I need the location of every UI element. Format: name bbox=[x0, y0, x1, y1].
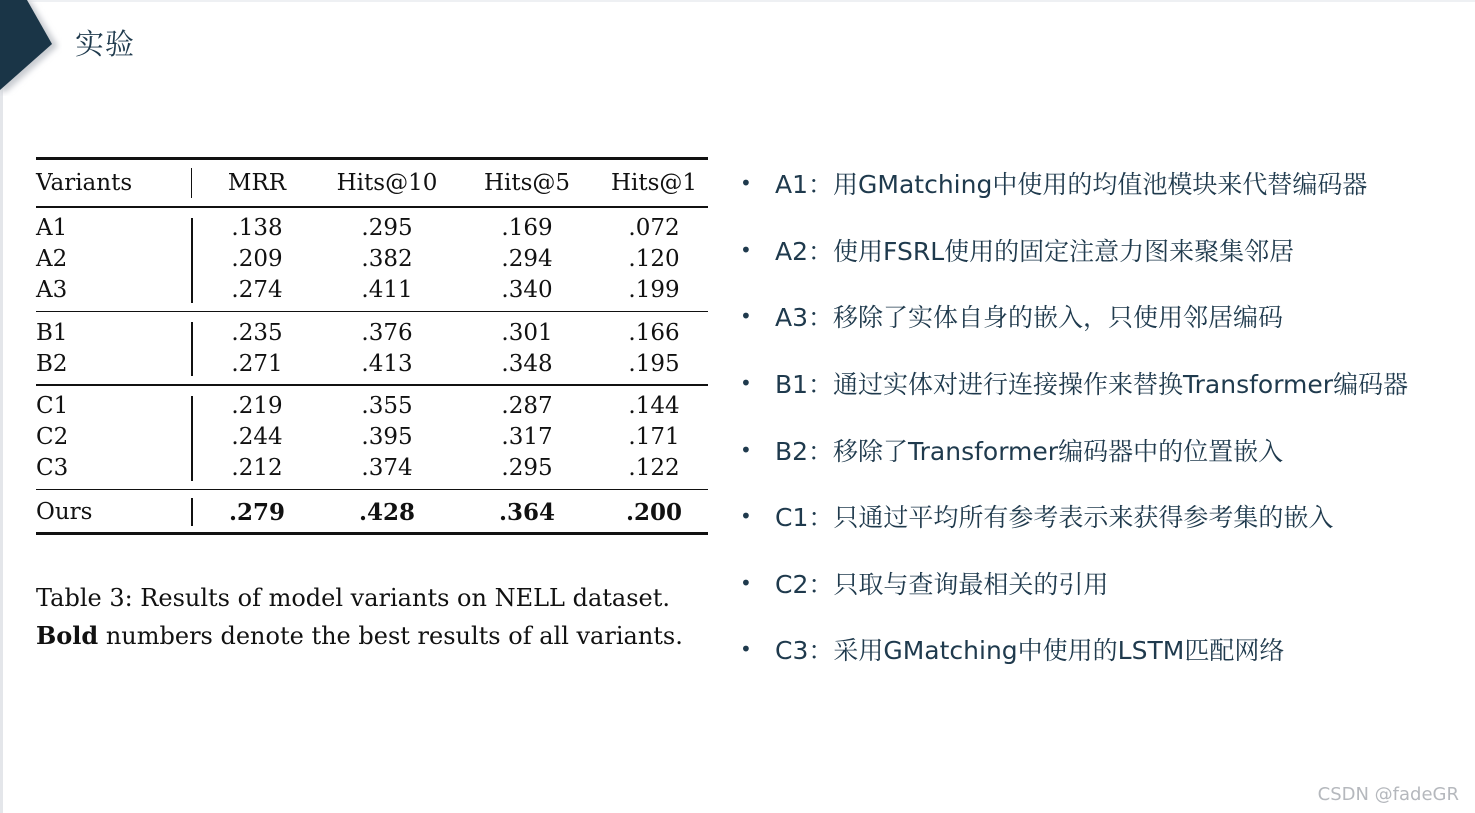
table-row bbox=[36, 317, 708, 348]
cell-hits1: .195 bbox=[628, 350, 680, 377]
cell-hits5: .340 bbox=[501, 277, 553, 303]
bullet-text: C3：采用GMatching中使用的LSTM匹配网络 bbox=[775, 636, 1285, 666]
table-group bbox=[36, 208, 708, 311]
bullet-dot-icon: • bbox=[740, 171, 752, 196]
bullet-item bbox=[740, 217, 1475, 284]
cell-mrr: .212 bbox=[231, 455, 283, 481]
caption-line-1: Table 3: Results of model variants on NELL dataset. bbox=[36, 584, 671, 612]
cell-hits5: .294 bbox=[501, 246, 553, 272]
caption-line-2 bbox=[36, 617, 716, 655]
cell-hits5: .317 bbox=[501, 424, 553, 450]
cell-mrr: .219 bbox=[231, 393, 283, 419]
cell-hits10: .382 bbox=[361, 246, 413, 272]
bullet-dot-icon: • bbox=[740, 570, 752, 595]
cell-variant: B2 bbox=[36, 350, 68, 377]
cell-mrr: .235 bbox=[231, 319, 283, 346]
cell-hits10: .413 bbox=[361, 350, 413, 377]
cell-hits10: .376 bbox=[361, 319, 413, 346]
table-row bbox=[36, 391, 708, 422]
cell-hits1: .144 bbox=[628, 393, 680, 419]
cell-variant: A3 bbox=[36, 277, 68, 303]
bullet-dot-icon: • bbox=[740, 237, 752, 262]
bullet-text: B1：通过实体对进行连接操作来替换Transformer编码器 bbox=[775, 370, 1409, 400]
table-row-ours bbox=[36, 495, 708, 529]
cell-hits5: .169 bbox=[501, 215, 553, 241]
header-hits5: Hits@5 bbox=[483, 170, 571, 196]
bullet-dot-icon: • bbox=[740, 371, 752, 396]
bullet-text: C1：只通过平均所有参考表示来获得参考集的嵌入 bbox=[775, 503, 1334, 533]
table-row bbox=[36, 275, 708, 306]
bullet-text: A1：用GMatching中使用的均值池模块来代替编码器 bbox=[775, 170, 1368, 200]
table-row bbox=[36, 453, 708, 484]
cell-hits10: .355 bbox=[361, 393, 413, 419]
bullet-text: A2：使用FSRL使用的固定注意力图来聚集邻居 bbox=[775, 236, 1295, 266]
table-row bbox=[36, 244, 708, 275]
cell-mrr: .274 bbox=[231, 277, 283, 303]
header-hits10: Hits@10 bbox=[336, 170, 438, 196]
cell-variant: C3 bbox=[36, 455, 69, 481]
slide-title: 实验 bbox=[75, 27, 136, 61]
cell-variant: B1 bbox=[36, 319, 68, 346]
table-group bbox=[36, 312, 708, 384]
bullet-dot-icon: • bbox=[740, 637, 752, 662]
bullet-item bbox=[740, 483, 1475, 550]
results-table bbox=[36, 157, 708, 535]
slide-left-border bbox=[0, 0, 3, 813]
table-bottom-rule bbox=[36, 532, 708, 535]
header-hits1: Hits@1 bbox=[610, 170, 698, 196]
corner-decoration bbox=[0, 0, 62, 96]
bullet-text: B2：移除了Transformer编码器中的位置嵌入 bbox=[775, 436, 1284, 466]
bullet-item bbox=[740, 150, 1475, 217]
cell-variant: A2 bbox=[36, 246, 68, 272]
cell-hits10: .295 bbox=[361, 215, 413, 241]
table-header-row bbox=[36, 160, 708, 206]
cell-hits5: .295 bbox=[501, 455, 553, 481]
bullet-item bbox=[740, 550, 1475, 617]
cell-hits10: .428 bbox=[358, 498, 416, 526]
header-variants: Variants bbox=[36, 170, 133, 196]
table-row bbox=[36, 348, 708, 379]
caption-bold-word: Bold bbox=[36, 621, 99, 650]
cell-hits5: .348 bbox=[501, 350, 553, 377]
watermark: CSDN @fadeGR bbox=[1317, 784, 1459, 805]
table-row bbox=[36, 213, 708, 244]
cell-mrr: .244 bbox=[231, 424, 283, 450]
cell-hits1: .166 bbox=[628, 319, 680, 346]
cell-variant: C1 bbox=[36, 393, 69, 419]
cell-hits5: .301 bbox=[501, 319, 553, 346]
bullet-text: A3：移除了实体自身的嵌入，只使用邻居编码 bbox=[775, 303, 1284, 333]
bullet-text: C2：只取与查询最相关的引用 bbox=[775, 569, 1109, 599]
cell-hits10: .411 bbox=[361, 277, 413, 303]
cell-hits1: .199 bbox=[628, 277, 680, 303]
cell-hits5: .287 bbox=[501, 393, 553, 419]
table-row bbox=[36, 422, 708, 453]
table-group bbox=[36, 386, 708, 489]
table-caption bbox=[36, 580, 716, 655]
cell-mrr: .279 bbox=[228, 498, 286, 526]
bullet-item bbox=[740, 283, 1475, 350]
cell-mrr: .138 bbox=[231, 215, 283, 241]
cell-variant: Ours bbox=[36, 499, 93, 525]
cell-hits1: .171 bbox=[628, 424, 680, 450]
bullet-dot-icon: • bbox=[740, 304, 752, 329]
slide-top-border bbox=[0, 0, 1475, 2]
header-divider bbox=[191, 168, 193, 198]
cell-hits1: .072 bbox=[628, 215, 680, 241]
bullet-item bbox=[740, 350, 1475, 417]
cell-hits10: .395 bbox=[361, 424, 413, 450]
bullet-item bbox=[740, 416, 1475, 483]
header-mrr: MRR bbox=[227, 170, 287, 196]
cell-hits1: .200 bbox=[625, 498, 683, 526]
cell-variant: A1 bbox=[36, 215, 68, 241]
cell-hits1: .120 bbox=[628, 246, 680, 272]
table-body bbox=[36, 208, 708, 491]
cell-mrr: .271 bbox=[231, 350, 283, 377]
bullet-dot-icon: • bbox=[740, 504, 752, 529]
cell-hits1: .122 bbox=[628, 455, 680, 481]
cell-hits5: .364 bbox=[498, 498, 556, 526]
cell-variant: C2 bbox=[36, 424, 69, 450]
bullet-dot-icon: • bbox=[740, 437, 752, 462]
caption-line-2-rest: numbers denote the best results of all variants. bbox=[98, 622, 683, 650]
cell-mrr: .209 bbox=[231, 246, 283, 272]
cell-hits10: .374 bbox=[361, 455, 413, 481]
bullet-list bbox=[740, 150, 1475, 683]
table-group-ours bbox=[36, 490, 708, 532]
bullet-item bbox=[740, 616, 1475, 683]
